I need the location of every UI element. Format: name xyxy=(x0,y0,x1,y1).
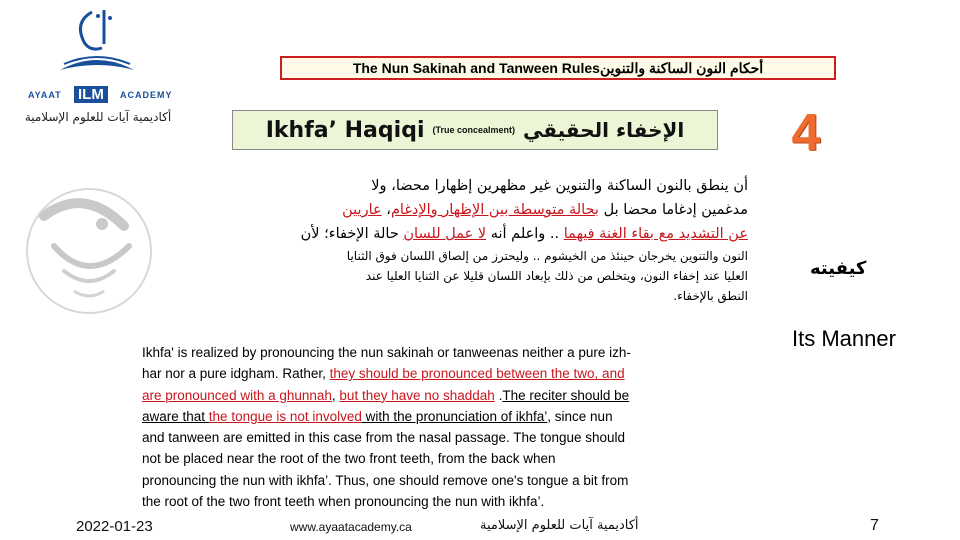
arabic-text: .. واعلم أنه xyxy=(486,226,564,242)
footer-date: 2022-01-23 xyxy=(76,518,153,535)
arabic-line-4: النون والتنوين يخرجان حينئذ من الخيشوم .. وليحترز من إلصاق اللسان فوق الثنايا xyxy=(346,249,748,263)
slide-title: The Nun Sakinah and Tanween Rulesأحكام النون الساكنة والتنوين xyxy=(280,56,836,80)
english-underline: aware that xyxy=(142,408,209,424)
arabic-line-1: أن ينطق بالنون الساكنة والتنوين غير مظهرين إظهارا محضا، ولا xyxy=(371,178,748,194)
arabic-highlight: عن التشديد مع بقاء الغنة فيهما xyxy=(563,226,748,242)
arabic-line-6: النطق بالإخفاء. xyxy=(673,289,748,303)
english-text: , xyxy=(331,387,340,403)
subtitle-arabic: الإخفاء الحقيقي xyxy=(523,118,685,142)
english-line-4 xyxy=(142,406,762,427)
arabic-definition xyxy=(212,174,748,306)
arabic-highlight: لا عمل للسان xyxy=(403,226,487,242)
english-text: . xyxy=(494,387,503,403)
page-number: 7 xyxy=(870,517,879,534)
english-line-2 xyxy=(142,363,762,384)
english-line-3 xyxy=(142,385,762,406)
subtitle-english: Ikhfa’ Haqiqi xyxy=(265,117,425,143)
arabic-text: مدغمين إدغاما محضا بل xyxy=(598,202,748,218)
english-line-6: not be placed near the root of the two front teeth, from the back when xyxy=(142,451,556,467)
logo-arabic-name: أكاديمية آيات للعلوم الإسلامية xyxy=(24,110,172,124)
logo-calligraphy-icon xyxy=(52,6,142,78)
english-highlight: they should be pronounced between the two, and xyxy=(329,366,625,382)
manner-label-english: Its Manner xyxy=(792,326,896,351)
logo-ayaat-text: AYAAT xyxy=(28,90,62,100)
footer-arabic-name: أكاديمية آيات للعلوم الإسلامية xyxy=(480,518,639,533)
logo-ilm-text: ILM xyxy=(74,86,108,103)
academy-logo xyxy=(8,6,188,126)
arabic-text: حالة الإخفاء؛ لأن xyxy=(300,226,404,242)
english-underline: The reciter should be xyxy=(502,387,630,403)
manner-label-arabic: كيفيته xyxy=(810,258,867,279)
arabic-line-5: العليا عند إخفاء النون، ويتخلص من ذلك بإبعاد اللسان قليلا عن الثنايا العليا عند xyxy=(365,269,748,283)
subtitle-note: (True concealment) xyxy=(432,125,516,135)
logo-academy-text: ACADEMY xyxy=(120,90,173,100)
english-highlight: the tongue is not involved xyxy=(208,408,362,424)
english-line-1: Ikhfa' is realized by pronouncing the nun sakinah or tanweenas neither a pure izh- xyxy=(142,345,631,360)
arabic-line-3 xyxy=(212,222,748,246)
english-underline: with the pronunciation of ikhfa’ xyxy=(361,408,548,424)
english-line-7: pronouncing the nun with ikhfa’. Thus, one should remove one's tongue a bit from xyxy=(142,472,629,488)
slide-footer xyxy=(0,512,960,540)
english-highlight: are pronounced with a ghunnah xyxy=(142,387,332,403)
arabic-highlight: بحالة متوسطة بين الإظهار والإدغام xyxy=(390,202,599,218)
section-number: 4 xyxy=(791,104,821,162)
arabic-highlight: عاريين xyxy=(342,202,382,218)
english-highlight: but they have no shaddah xyxy=(339,387,495,403)
footer-url: www.ayaatacademy.ca xyxy=(290,520,412,534)
english-line-5: and tanween are emitted in this case from the nasal passage. The tongue should xyxy=(142,430,626,446)
english-line-8: the root of the two front teeth when pronouncing the nun with ikhfa’. xyxy=(142,494,545,510)
subtitle-box xyxy=(232,110,718,150)
arabic-line-2 xyxy=(212,198,748,222)
english-text: har nor a pure idgham. Rather, xyxy=(142,366,330,382)
arabic-text: ، xyxy=(381,202,391,218)
quran-calligraphy-icon xyxy=(14,176,164,326)
english-explanation xyxy=(142,342,762,512)
english-text: , since nun xyxy=(547,408,613,424)
